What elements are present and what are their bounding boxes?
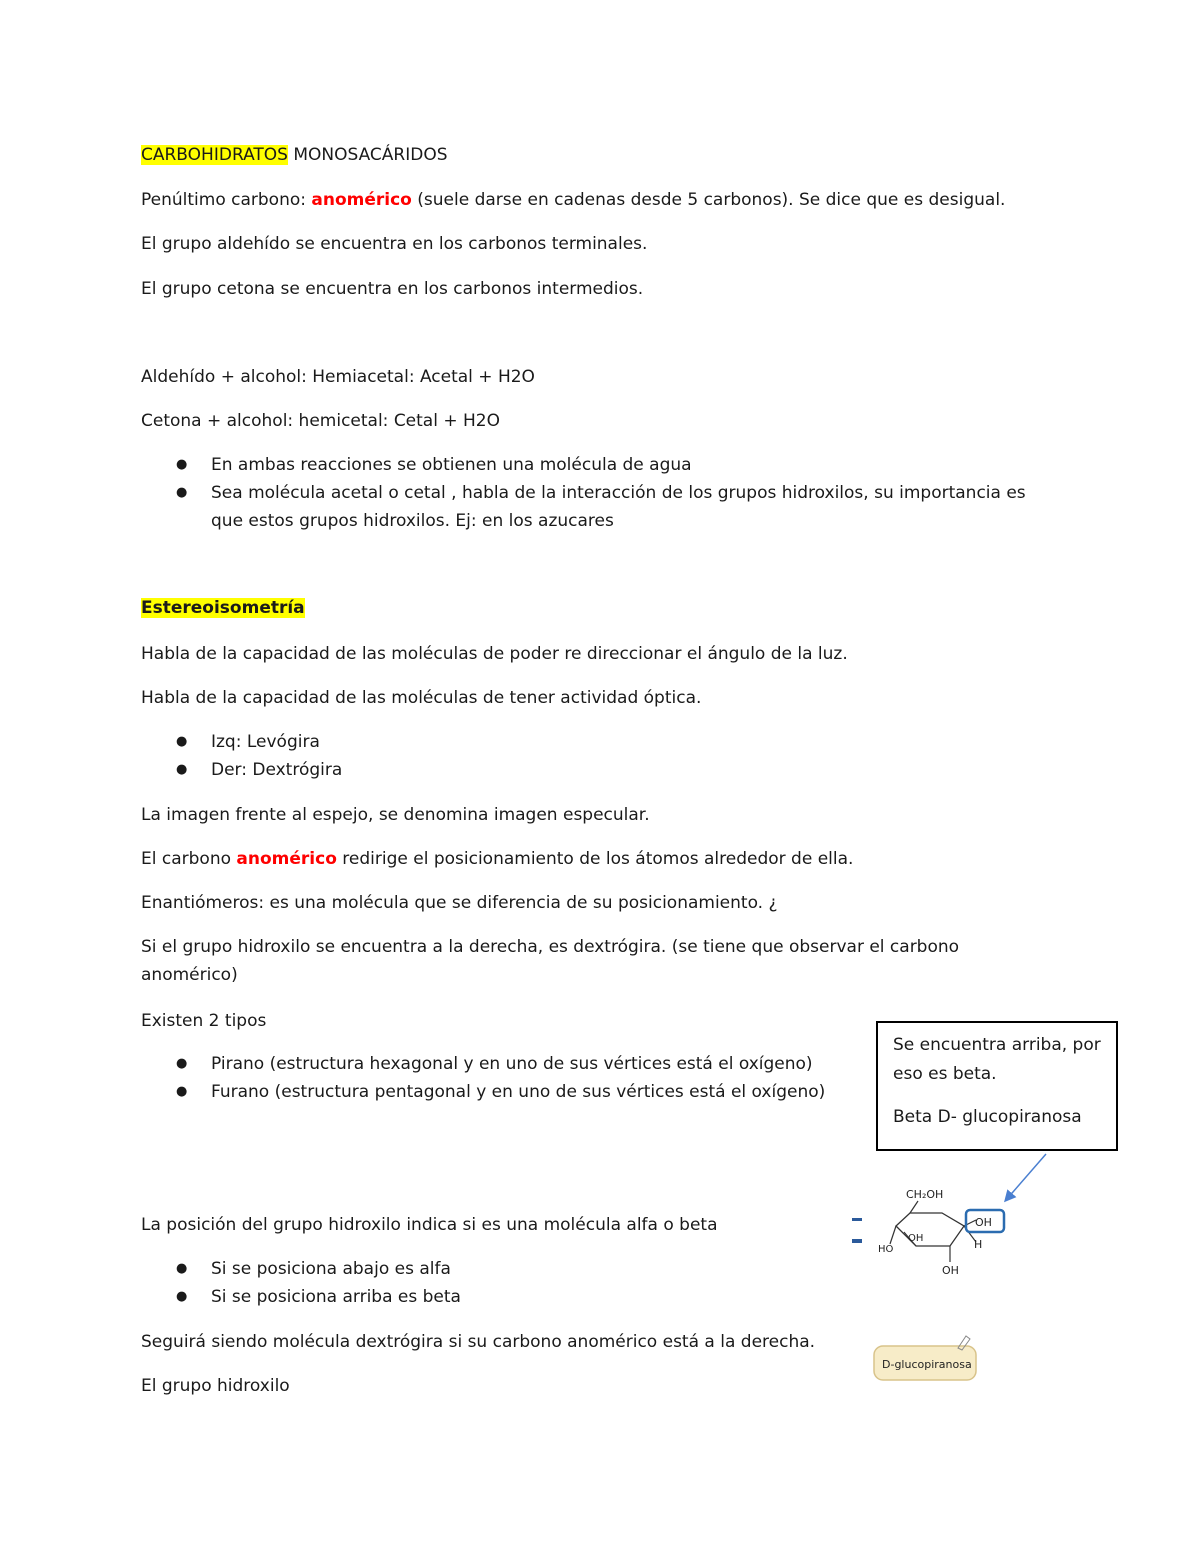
reaction-bullet-2: Sea molécula acetal o cetal , habla de la interacción de los grupos hidroxilos, su importancia es [211, 483, 1026, 503]
h-label: H [974, 1238, 983, 1251]
bullet-icon: ● [176, 485, 188, 500]
stereo-bullet-1: Izq: Levógira [211, 732, 320, 752]
callout-line-2: eso es beta. [893, 1064, 997, 1084]
stereo-p4 [141, 848, 853, 870]
oh-mid-label: OH [908, 1233, 924, 1244]
stereo-p2: Habla de la capacidad de las moléculas de tener actividad óptica. [141, 688, 702, 708]
stereo-p5: Enantiómeros: es una molécula que se diferencia de su posicionamiento. ¿ [141, 893, 778, 913]
bullet-icon: ● [176, 1084, 188, 1099]
bullet-icon: ● [176, 1289, 188, 1304]
stereo-bullet-2: Der: Dextrógira [211, 760, 343, 780]
glucopyranose-diagram [846, 1176, 1016, 1294]
intro-text: Penúltimo carbono: [141, 190, 312, 210]
bullet-icon: ● [176, 734, 188, 749]
intro-text-2: (suele darse en cadenas desde 5 carbonos). Se dice que es desigual. [411, 190, 1006, 210]
reaction-bullet-1: En ambas reacciones se obtienen una molécula de agua [211, 455, 692, 475]
bullet-icon: ● [176, 1056, 188, 1071]
title: CARBOHIDRATOS [141, 145, 288, 165]
callout-line-3: Beta D- glucopiranosa [893, 1107, 1082, 1127]
intro-line-3: El grupo cetona se encuentra en los carbonos intermedios. [141, 279, 644, 299]
reaction-1: Aldehído + alcohol: Hemiacetal: Acetal + H2O [141, 367, 535, 387]
stereo-p8: La posición del grupo hidroxilo indica si es una molécula alfa o beta [141, 1215, 718, 1235]
ho-label: HO [878, 1244, 894, 1255]
anomerico-highlight: anomérico [236, 849, 337, 869]
section-heading [141, 597, 305, 619]
bullet-icon: ● [176, 762, 188, 777]
stereo-p9: Seguirá siendo molécula dextrógira si su carbono anomérico está a la derecha. [141, 1332, 816, 1352]
anomerico-highlight: anomérico [311, 190, 412, 210]
stereo-p7: Existen 2 tipos [141, 1011, 267, 1031]
stereo-p1: Habla de la capacidad de las moléculas de poder re direccionar el ángulo de la luz. [141, 644, 848, 664]
reaction-2: Cetona + alcohol: hemicetal: Cetal + H2O [141, 411, 500, 431]
glucopiranosa-tag [866, 1330, 996, 1390]
type-furano: Furano (estructura pentagonal y en uno de sus vértices está el oxígeno) [211, 1082, 826, 1102]
title-line [141, 144, 448, 166]
bullet-icon: ● [176, 1261, 188, 1276]
p4-text-2: redirige el posicionamiento de los átomos alrededor de ella. [336, 849, 854, 869]
ch2oh-label: CH₂OH [906, 1188, 944, 1201]
stereo-p6-cont: anomérico) [141, 965, 238, 985]
oh-bottom-label: OH [942, 1264, 959, 1277]
p4-text: El carbono [141, 849, 237, 869]
intro-line-1 [141, 189, 1005, 211]
intro-line-2: El grupo aldehído se encuentra en los carbonos terminales. [141, 234, 648, 254]
callout-box [876, 1021, 1118, 1151]
reaction-bullet-2-cont: que estos grupos hidroxilos. Ej: en los azucares [211, 511, 614, 531]
heading-text: Estereoisometría [141, 598, 305, 618]
oh-anomeric: OH [975, 1216, 992, 1229]
stereo-p3: La imagen frente al espejo, se denomina imagen especular. [141, 805, 650, 825]
callout-line-1: Se encuentra arriba, por [893, 1035, 1101, 1055]
glucopiranosa-label: D-glucopiranosa [882, 1358, 972, 1371]
pos-beta: Si se posiciona arriba es beta [211, 1287, 461, 1307]
bullet-icon: ● [176, 457, 188, 472]
type-pirano: Pirano (estructura hexagonal y en uno de sus vértices está el oxígeno) [211, 1054, 813, 1074]
pos-alfa: Si se posiciona abajo es alfa [211, 1259, 451, 1279]
stereo-p10: El grupo hidroxilo [141, 1376, 290, 1396]
subtitle: MONOSACÁRIDOS [293, 145, 448, 165]
stereo-p6: Si el grupo hidroxilo se encuentra a la derecha, es dextrógira. (se tiene que observar el carbono [141, 937, 960, 957]
